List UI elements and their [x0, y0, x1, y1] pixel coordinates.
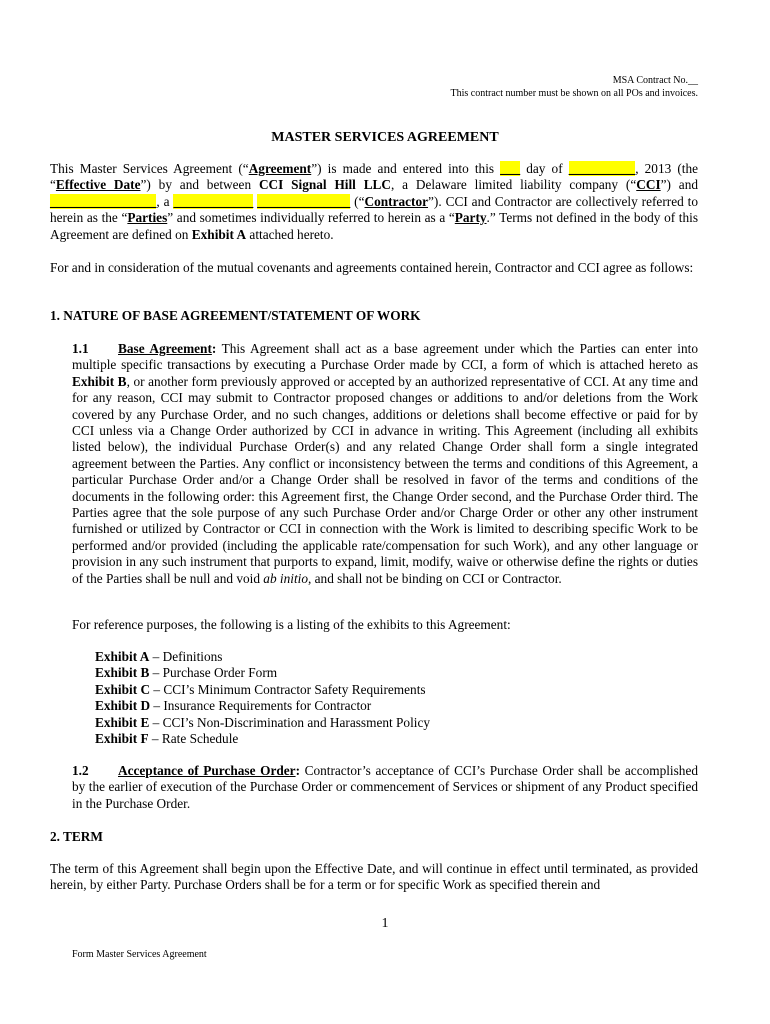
list-item: Exhibit B – Purchase Order Form	[95, 665, 278, 681]
cci-company-name: CCI Signal Hill LLC	[258, 177, 392, 193]
agreement-term: Agreement	[248, 161, 312, 176]
document-header	[451, 74, 698, 100]
section-1-1-paragraph: 1.1 Base Agreement: This Agreement shall act as a base agreement under which the Parties can enter into multiple specific transactions by executing a Purchase Order made by CCI, a form of which is attached hereto as Exhibit B, or another form previously approved or accepted by an authorized representative of CCI. At any time and for any reason, CCI may submit to Contractor proposed changes or additions to and/or deletions from the Work covered by any Purchase Order, and no such changes, additions or deletions shall become effective or paid for by CCI unless via a Change Order authorized by CCI in advance in writing. This Agreement (including all exhibits listed below), the individual Purchase Order(s) and any related Change Order shall form a single integrated agreement between the Parties. Any conflict or inconsistency between the terms and conditions of this Agreement, a particular Purchase Order and/or a Change Order shall be resolved in favor of the terms and conditions of the documents in the following order: this Agreement first, the Change Order second, and the Purchase Order third. The Parties agree that the sole purpose of any such Purchase Order and/or Charge Order or other any other instrument furnished or utilized by Contractor or CCI in connection with the Work is limited to describing specific Work to be performed and/or provided (including the applicable rate/compensation for such Work), and any other language or provision in any such instrument that purports to expand, limit, modify, waive or otherwise define the rights or duties of the Parties shall be null and void ab initio, and shall not be binding on CCI or Contractor.	[72, 341, 698, 586]
section-2-paragraph: The term of this Agreement shall begin upon the Effective Date, and will continue in effect until terminated, as provided herein, by either Party. Purchase Orders shall be for a term or for specific Work as specified therein and	[50, 861, 698, 893]
contract-number-note: This contract number must be shown on all POs and invoices.	[450, 88, 698, 99]
contractor-term: Contractor	[364, 193, 429, 209]
page-number: 1	[381, 916, 389, 931]
section-1-2-number: 1.2	[72, 763, 89, 778]
blank-entity-field[interactable]: ______________	[257, 193, 351, 209]
section-1-1-number: 1.1	[72, 341, 89, 356]
section-1-2-paragraph: 1.2 Acceptance of Purchase Order: Contractor’s acceptance of CCI’s Purchase Order shall be accomplished by the earlier of execution of the Purchase Order or commencement of Services or shipment of any Product specified in the Purchase Order.	[72, 763, 698, 811]
blank-contractor-field[interactable]: ________________	[50, 193, 157, 209]
list-item: Exhibit D – Insurance Requirements for Contractor	[95, 698, 372, 714]
party-term: Party	[454, 210, 487, 226]
section-2-heading: 2. TERM	[50, 829, 103, 844]
blank-day-field[interactable]: ___	[500, 161, 521, 176]
exhibit-a-ref: Exhibit A	[191, 226, 247, 242]
exhibit-b-ref: Exhibit B	[72, 373, 127, 389]
consideration-paragraph: For and in consideration of the mutual covenants and agreements contained herein, Contractor and CCI agree as follows:	[50, 260, 694, 275]
contract-number: MSA Contract No.__	[612, 75, 698, 86]
section-1-heading: 1. NATURE OF BASE AGREEMENT/STATEMENT OF WORK	[50, 308, 421, 323]
list-item: Exhibit A – Definitions	[95, 649, 223, 664]
exhibit-list	[95, 649, 430, 747]
blank-state-field[interactable]: ____________	[173, 193, 254, 209]
section-1-2-title: Acceptance of Purchase Order	[118, 763, 296, 778]
list-item: Exhibit F – Rate Schedule	[95, 731, 239, 747]
parties-term: Parties	[127, 210, 168, 226]
effective-date-term: Effective Date	[55, 177, 141, 193]
exhibits-reference-text: For reference purposes, the following is a listing of the exhibits to this Agreement:	[72, 617, 511, 632]
page-footer: Form Master Services Agreement	[72, 949, 207, 960]
list-item: Exhibit E – CCI’s Non-Discrimination and Harassment Policy	[95, 714, 431, 730]
cci-term: CCI	[636, 177, 661, 193]
ab-initio: ab initio	[263, 570, 308, 586]
blank-month-field[interactable]: __________	[568, 161, 636, 176]
intro-paragraph: This Master Services Agreement (“Agreement”) is made and entered into this ___ day of __________, 2013 (the “Effective Date”) by and between CCI Signal Hill LLC, a Delaware limited liability company (“CCI”) and ________________, a ____________ ______________ (“Contractor”). CCI and Contractor are collectively referred to herein as the “Parties” and sometimes individually referred to herein as a “Party.” Terms not defined in the body of this Agreement are defined on Exhibit A attached hereto.	[50, 161, 699, 242]
section-1-1-title: Base Agreement	[118, 341, 212, 356]
list-item: Exhibit C – CCI’s Minimum Contractor Safety Requirements	[95, 681, 426, 697]
document-title: MASTER SERVICES AGREEMENT	[271, 130, 499, 145]
